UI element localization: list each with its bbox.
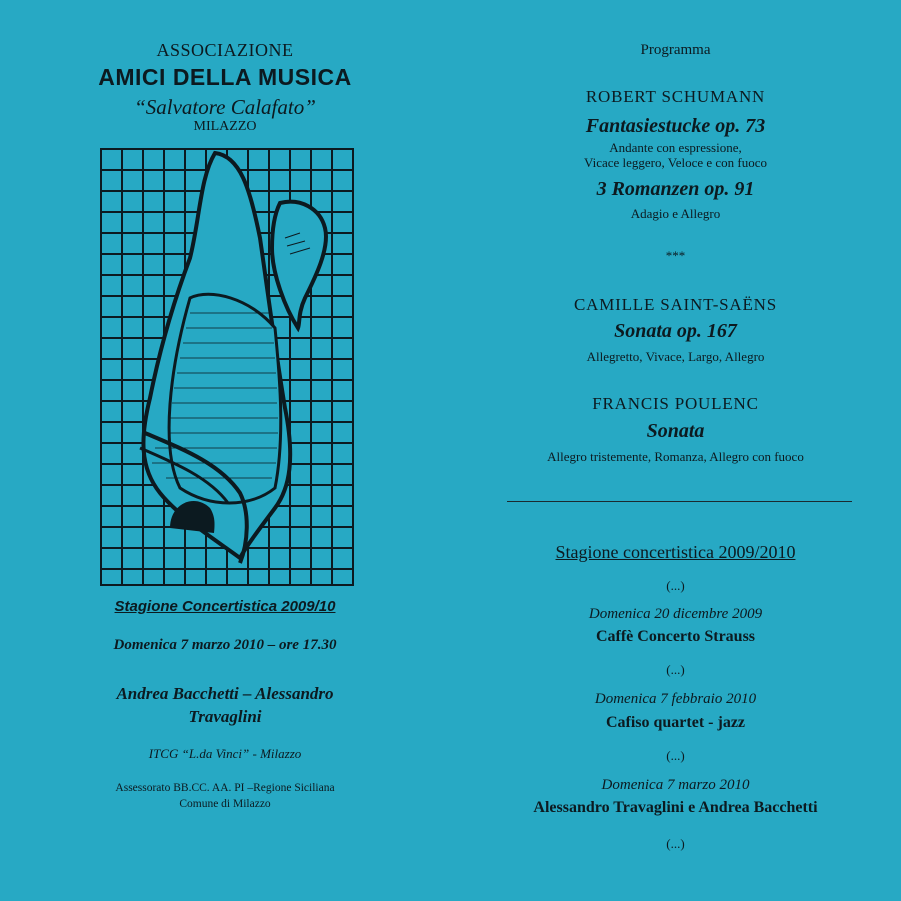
work-sonata-167: Sonata op. 167 <box>614 320 737 342</box>
ellipsis: (...) <box>666 662 685 677</box>
program-title: Programma <box>640 42 711 58</box>
ellipsis: (...) <box>666 578 685 593</box>
event-date: Domenica 7 febbraio 2010 <box>594 691 757 707</box>
venue: ITCG “L.da Vinci” - Milazzo <box>148 746 302 761</box>
ellipsis: (...) <box>666 748 685 763</box>
association-name: AMICI DELLA MUSICA <box>98 64 352 90</box>
event-name: Alessandro Travaglini e Andrea Bacchetti <box>533 799 818 816</box>
movements-line: Allegretto, Vivace, Largo, Allegro <box>586 349 765 364</box>
ellipsis: (...) <box>666 836 685 851</box>
movements-line: Adagio e Allegro <box>630 206 721 221</box>
work-fantasiestucke: Fantasiestucke op. 73 <box>585 115 766 137</box>
composer-poulenc: FRANCIS POULENC <box>592 394 759 413</box>
performers: Andrea Bacchetti – Alessandro Travaglini <box>116 684 334 726</box>
event-name: Caffè Concerto Strauss <box>595 628 756 645</box>
music-instrument-grid-logo <box>100 148 354 586</box>
movements-line: Allegro tristemente, Romanza, Allegro con fuoco <box>547 449 804 464</box>
association-label: ASSOCIAZIONE <box>156 40 294 60</box>
divider <box>507 501 852 502</box>
sponsor-line-1: Assessorato BB.CC. AA. PI –Regione Siciliana <box>115 782 335 794</box>
left-panel <box>0 0 450 901</box>
event-date: Domenica 20 dicembre 2009 <box>588 606 763 622</box>
separator: *** <box>665 248 686 263</box>
work-romanzen: 3 Romanzen op. 91 <box>596 178 755 200</box>
composer-schumann: ROBERT SCHUMANN <box>585 87 766 106</box>
season-title: Stagione Concertistica 2009/10 <box>114 598 336 615</box>
composer-saint-saens: CAMILLE SAINT-SAËNS <box>574 295 777 314</box>
concert-date: Domenica 7 marzo 2010 – ore 17.30 <box>113 637 337 653</box>
work-sonata: Sonata <box>646 420 705 442</box>
event-name: Cafiso quartet - jazz <box>605 714 746 731</box>
sponsor-line-2: Comune di Milazzo <box>179 798 271 810</box>
right-panel <box>450 0 901 901</box>
movements-line: Andante con espressione, <box>609 140 742 155</box>
event-date: Domenica 7 marzo 2010 <box>601 777 750 793</box>
association-subtitle: “Salvatore Calafato” <box>134 95 316 119</box>
association-city: MILAZZO <box>193 119 257 134</box>
movements-line: Vicace leggero, Veloce e con fuoco <box>583 155 768 170</box>
season-heading: Stagione concertistica 2009/2010 <box>555 542 796 562</box>
